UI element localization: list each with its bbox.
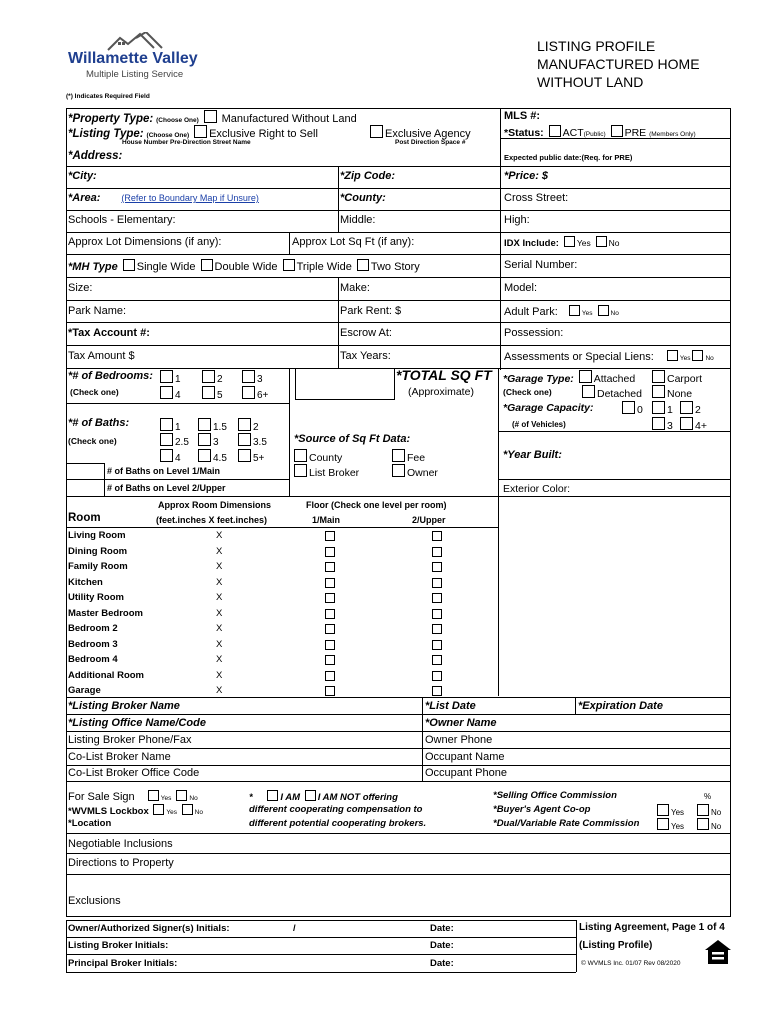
schools-elementary-label: Schools - Elementary:: [68, 214, 176, 226]
room-level1-checkbox[interactable]: [325, 686, 335, 696]
model-label: Model:: [504, 282, 538, 294]
high-school-label: High:: [504, 214, 530, 226]
choose-one-note-2: (Choose One): [146, 132, 190, 139]
dual-rate-yes-label: Yes: [671, 822, 685, 831]
bed-3-checkbox[interactable]: [242, 370, 255, 383]
location-label: *Location: [68, 818, 112, 829]
bed-1-checkbox[interactable]: [160, 370, 173, 383]
room-name: Living Room: [68, 530, 126, 541]
colist-office-code-label: Co-List Broker Office Code: [68, 767, 200, 779]
logo-subtitle: Multiple Listing Service: [86, 69, 184, 80]
choose-one-note: (Choose One): [156, 117, 199, 124]
county-label: *County:: [340, 192, 386, 204]
buyers-agent-no-label: No: [711, 808, 722, 817]
two-story-checkbox[interactable]: [357, 259, 369, 271]
equal-housing-icon: [703, 938, 733, 971]
for-sale-yes-label: Yes: [160, 795, 172, 802]
lot-sqft-label: Approx Lot Sq Ft (if any):: [292, 236, 415, 248]
possession-label: Possession:: [504, 327, 564, 339]
room-dimension-x[interactable]: X: [216, 685, 223, 696]
room-level1-checkbox[interactable]: [325, 671, 335, 681]
bed-3-label: 3: [257, 374, 263, 385]
buyers-agent-yes-checkbox[interactable]: [657, 804, 669, 816]
room-level2-checkbox[interactable]: [432, 609, 442, 619]
expected-public-date: Expected public date:(Req. for PRE): [504, 153, 633, 162]
room-dimension-x[interactable]: X: [216, 592, 223, 603]
room-row: [68, 545, 498, 560]
source-owner-label: Owner: [407, 467, 438, 479]
bath-1-5-label: 1.5: [213, 422, 227, 433]
lot-dimensions-label: Approx Lot Dimensions (if any):: [68, 236, 222, 248]
idx-yes-label: Yes: [576, 238, 591, 248]
bed-5-label: 5: [217, 390, 223, 401]
initials-slash: /: [293, 923, 296, 934]
manufactured-label: Manufactured Without Land: [221, 113, 357, 125]
room-header: Room: [68, 512, 101, 524]
room-dimensions-subheader: (feet.inches X feet.inches): [156, 515, 268, 525]
baths-level2-label: # of Baths on Level 2/Upper: [107, 483, 226, 493]
garage-capacity-label: *Garage Capacity:: [503, 402, 594, 414]
form-title-line2: MANUFACTURED HOME: [537, 56, 700, 72]
middle-school-label: Middle:: [340, 214, 376, 226]
directions-label: Directions to Property: [68, 857, 174, 869]
baths-label: *# of Baths:: [68, 417, 130, 429]
occupant-phone-label: Occupant Phone: [425, 767, 507, 779]
room-row: [68, 576, 498, 591]
room-name: Bedroom 2: [68, 623, 118, 634]
principal-initials-label: Principal Broker Initials:: [68, 958, 178, 969]
source-broker-label: List Broker: [309, 467, 360, 479]
bath-3-label: 3: [213, 437, 219, 448]
room-level1-checkbox[interactable]: [325, 655, 335, 665]
area-label: *Area:: [68, 192, 101, 204]
bath-1-checkbox[interactable]: [160, 418, 173, 431]
room-name: Kitchen: [68, 576, 103, 588]
capacity-1-checkbox[interactable]: [652, 401, 665, 414]
listing-type-label: *Listing Type:: [68, 128, 144, 140]
pre-label: PRE: [624, 127, 647, 139]
listing-profile-footer: (Listing Profile): [579, 940, 653, 951]
floor-header: Floor (Check one level per room): [306, 500, 447, 510]
dual-rate-yes-checkbox[interactable]: [657, 818, 669, 830]
room-level1-checkbox[interactable]: [325, 562, 335, 572]
room-row: [68, 638, 498, 653]
lockbox-no-label: No: [194, 809, 203, 816]
pre-members-note: (Members Only): [649, 131, 696, 138]
listing-broker-name-label: *Listing Broker Name: [68, 700, 180, 712]
i-am-label: I AM: [280, 792, 301, 803]
bath-2-5-label: 2.5: [175, 437, 189, 448]
double-wide-label: Double Wide: [214, 261, 278, 273]
assessments-no-label: No: [705, 355, 714, 362]
source-broker-checkbox[interactable]: [294, 464, 307, 477]
room-level2-checkbox[interactable]: [432, 671, 442, 681]
exclusive-right-checkbox[interactable]: [194, 125, 207, 138]
owner-name-label: *Owner Name: [425, 717, 497, 729]
address-label: *Address:: [68, 150, 123, 162]
for-sale-no-checkbox[interactable]: [176, 790, 187, 801]
broker-date-label: Date:: [430, 940, 454, 951]
capacity-1-label: 1: [667, 404, 673, 416]
room-row: [68, 560, 498, 575]
escrow-label: Escrow At:: [340, 327, 392, 339]
garage-attached-label: Attached: [593, 373, 636, 385]
cross-street-label: Cross Street:: [504, 192, 569, 204]
wvmls-logo: [66, 32, 236, 87]
room-name: Garage: [68, 685, 101, 696]
room-name: Dining Room: [68, 545, 128, 557]
room-name: Bedroom 4: [68, 654, 118, 665]
room-level2-checkbox[interactable]: [432, 578, 442, 588]
room-name: Utility Room: [68, 592, 124, 603]
bed-6plus-label: 6+: [257, 390, 269, 401]
adult-park-yes-checkbox[interactable]: [569, 305, 580, 316]
lockbox-yes-label: Yes: [166, 809, 178, 816]
idx-label: IDX Include:: [504, 238, 559, 249]
room-name: Bedroom 3: [68, 638, 118, 650]
buyers-agent-no-checkbox[interactable]: [697, 804, 709, 816]
room-row: [68, 529, 498, 544]
property-type-label: *Property Type:: [68, 113, 154, 125]
dual-rate-label: *Dual/Variable Rate Commission: [493, 818, 640, 829]
make-label: Make:: [340, 282, 370, 294]
roof-icon: [106, 32, 196, 52]
room-row: [68, 622, 498, 637]
idx-yes-checkbox[interactable]: [564, 236, 575, 247]
tax-account-label: *Tax Account #:: [68, 327, 150, 339]
for-sale-sign-label: For Sale Sign: [68, 791, 135, 803]
bed-4-label: 4: [175, 390, 181, 401]
room-dimension-x[interactable]: X: [216, 530, 223, 541]
bedrooms-check-one: (Check one): [70, 387, 119, 397]
copyright: © WVMLS Inc. 01/07 Rev 08/2020: [581, 960, 681, 967]
for-sale-yes-checkbox[interactable]: [148, 790, 159, 801]
exterior-color-label: Exterior Color:: [503, 483, 571, 495]
capacity-3-label: 3: [667, 420, 673, 432]
garage-type-label: *Garage Type:: [503, 373, 574, 385]
room-row: [68, 684, 498, 699]
tax-amount-label: Tax Amount $: [68, 350, 135, 362]
room-level1-checkbox[interactable]: [325, 547, 335, 557]
room-level2-checkbox[interactable]: [432, 562, 442, 572]
capacity-0-checkbox[interactable]: [622, 401, 635, 414]
pre-checkbox[interactable]: [611, 125, 623, 137]
mh-type-label: *MH Type: [68, 261, 118, 273]
room-dimension-x[interactable]: X: [216, 669, 223, 681]
of-vehicles-note: (# of Vehicles): [512, 420, 566, 429]
status-label: *Status:: [504, 127, 544, 139]
room-level1-checkbox[interactable]: [325, 624, 335, 634]
capacity-0-label: 0: [637, 404, 643, 416]
colist-broker-name-label: Co-List Broker Name: [68, 751, 171, 763]
room-dimension-x[interactable]: X: [216, 654, 223, 665]
total-sqft-approx: (Approximate): [408, 386, 474, 398]
exclusive-agency-label: Exclusive Agency: [385, 128, 471, 140]
compensation-text-1: different cooperating compensation to: [249, 804, 423, 815]
garage-detached-label: Detached: [597, 388, 642, 400]
bed-2-checkbox[interactable]: [202, 370, 215, 383]
room-dimension-x[interactable]: X: [216, 623, 223, 634]
capacity-4plus-label: 4+: [695, 420, 707, 432]
i-am-not-checkbox[interactable]: [305, 790, 316, 801]
bath-4-label: 4: [175, 453, 181, 464]
bath-1-label: 1: [175, 422, 181, 433]
two-story-label: Two Story: [370, 261, 420, 273]
room-level2-checkbox[interactable]: [432, 531, 442, 541]
assessments-label: Assessments or Special Liens:: [504, 351, 654, 363]
source-fee-checkbox[interactable]: [392, 449, 405, 462]
buyers-agent-label: *Buyer's Agent Co-op: [493, 804, 591, 815]
expiration-date-label: *Expiration Date: [578, 700, 663, 712]
bath-1-5-checkbox[interactable]: [198, 418, 211, 431]
garage-check-one: (Check one): [503, 387, 552, 397]
size-label: Size:: [68, 282, 93, 294]
lockbox-label: *WVMLS Lockbox: [68, 806, 149, 817]
garage-carport-label: Carport: [667, 373, 703, 385]
capacity-4plus-checkbox[interactable]: [680, 417, 693, 430]
form-title-line3: WITHOUT LAND: [537, 74, 644, 90]
bedrooms-label: *# of Bedrooms:: [68, 370, 153, 382]
total-sqft-label: *TOTAL SQ FT: [396, 367, 492, 383]
act-label: ACT: [562, 127, 584, 139]
page-number: Listing Agreement, Page 1 of 4: [579, 922, 725, 933]
exclusions-label: Exclusions: [68, 895, 121, 907]
negotiable-inclusions-label: Negotiable Inclusions: [68, 838, 173, 850]
broker-initials-label: Listing Broker Initials:: [68, 940, 169, 951]
sqft-source-label: *Source of Sq Ft Data:: [294, 433, 411, 445]
room-dimension-x[interactable]: X: [216, 545, 223, 557]
owner-phone-label: Owner Phone: [425, 734, 493, 746]
garage-carport-checkbox[interactable]: [652, 370, 665, 383]
act-public-note: (Public): [583, 131, 606, 138]
compensation-text-2: different potential cooperating brokers.: [249, 818, 427, 829]
level1-header: 1/Main: [312, 515, 341, 525]
source-county-label: County: [309, 452, 343, 464]
baths-level1-label: # of Baths on Level 1/Main: [107, 466, 221, 476]
room-level2-checkbox[interactable]: [432, 640, 442, 650]
bed-2-label: 2: [217, 374, 223, 385]
room-dimension-x[interactable]: X: [216, 607, 223, 619]
lockbox-yes-checkbox[interactable]: [153, 804, 164, 815]
garage-detached-checkbox[interactable]: [582, 385, 595, 398]
room-level2-checkbox[interactable]: [432, 547, 442, 557]
bath-4-checkbox[interactable]: [160, 449, 173, 462]
capacity-2-checkbox[interactable]: [680, 401, 693, 414]
principal-date-label: Date:: [430, 958, 454, 969]
park-name-label: Park Name:: [68, 305, 127, 317]
mls-label: MLS #:: [504, 110, 541, 122]
room-level1-checkbox[interactable]: [325, 531, 335, 541]
list-date-label: *List Date: [425, 700, 476, 712]
owner-date-label: Date:: [430, 923, 454, 934]
source-fee-label: Fee: [407, 452, 426, 464]
bath-4-5-checkbox[interactable]: [198, 449, 211, 462]
room-row: [68, 607, 498, 622]
source-owner-checkbox[interactable]: [392, 464, 405, 477]
room-level2-checkbox[interactable]: [432, 624, 442, 634]
form-title-line1: LISTING PROFILE: [537, 38, 656, 54]
room-row: [68, 669, 498, 684]
room-level2-checkbox[interactable]: [432, 593, 442, 603]
adult-park-no-checkbox[interactable]: [598, 305, 609, 316]
adult-park-yes-label: Yes: [581, 310, 593, 317]
room-dimension-x[interactable]: X: [216, 561, 223, 572]
single-wide-label: Single Wide: [136, 261, 196, 273]
triple-wide-checkbox[interactable]: [283, 259, 295, 271]
city-label: *City:: [68, 170, 97, 182]
percent-sign: %: [704, 792, 712, 801]
room-level1-checkbox[interactable]: [325, 640, 335, 650]
idx-no-label: No: [608, 238, 620, 248]
adult-park-no-label: No: [610, 310, 619, 317]
room-row: [68, 591, 498, 606]
bath-2-checkbox[interactable]: [238, 418, 251, 431]
room-row: [68, 653, 498, 668]
assessments-yes-checkbox[interactable]: [667, 350, 678, 361]
year-built-label: *Year Built:: [503, 449, 562, 461]
bed-6plus-checkbox[interactable]: [242, 386, 255, 399]
bath-2-label: 2: [253, 422, 259, 433]
room-name: Family Room: [68, 561, 128, 572]
compensation-star: *: [249, 792, 253, 803]
bath-3-5-label: 3.5: [253, 437, 267, 448]
selling-commission-label: *Selling Office Commission: [493, 790, 617, 801]
price-label: *Price: $: [504, 170, 549, 182]
i-am-checkbox[interactable]: [267, 790, 278, 801]
room-name: Master Bedroom: [68, 607, 143, 619]
listing-office-label: *Listing Office Name/Code: [68, 717, 206, 729]
garage-attached-checkbox[interactable]: [579, 370, 592, 383]
exclusive-agency-checkbox[interactable]: [370, 125, 383, 138]
baths-check-one: (Check one): [68, 436, 117, 446]
for-sale-no-label: No: [189, 795, 198, 802]
manufactured-checkbox[interactable]: [204, 110, 217, 123]
room-dimensions-header: Approx Room Dimensions: [158, 500, 272, 510]
exclusive-right-label: Exclusive Right to Sell: [209, 128, 318, 140]
assessments-no-checkbox[interactable]: [692, 350, 703, 361]
logo-title: Willamette Valley: [68, 50, 198, 67]
triple-wide-label: Triple Wide: [296, 261, 352, 273]
tax-years-label: Tax Years:: [340, 350, 391, 362]
garage-none-label: None: [667, 388, 693, 400]
bath-4-5-label: 4.5: [213, 453, 227, 464]
room-level1-checkbox[interactable]: [325, 593, 335, 603]
room-name: Additional Room: [68, 669, 144, 681]
capacity-3-checkbox[interactable]: [652, 417, 665, 430]
address-hint-2: Post Direction Space #: [395, 139, 466, 146]
assessments-yes-label: Yes: [679, 355, 691, 362]
bath-2-5-checkbox[interactable]: [160, 433, 173, 446]
bath-3-5-checkbox[interactable]: [238, 433, 251, 446]
room-level2-checkbox[interactable]: [432, 655, 442, 665]
capacity-2-label: 2: [695, 404, 701, 416]
act-checkbox[interactable]: [549, 125, 561, 137]
dual-rate-no-checkbox[interactable]: [697, 818, 709, 830]
bath-5plus-checkbox[interactable]: [238, 449, 251, 462]
boundary-map-link[interactable]: (Refer to Boundary Map if Unsure): [121, 193, 259, 203]
source-county-checkbox[interactable]: [294, 449, 307, 462]
address-hint: House Number Pre-Direction Street Name: [122, 139, 251, 146]
bed-1-label: 1: [175, 374, 181, 385]
level2-header: 2/Upper: [412, 515, 446, 525]
serial-number-label: Serial Number:: [504, 259, 578, 271]
zip-label: *Zip Code:: [340, 170, 395, 182]
dual-rate-no-label: No: [711, 822, 722, 831]
room-dimension-x[interactable]: X: [216, 576, 223, 588]
garage-none-checkbox[interactable]: [652, 385, 665, 398]
lockbox-no-checkbox[interactable]: [182, 804, 193, 815]
bath-5plus-label: 5+: [253, 453, 265, 464]
i-am-not-label: I AM NOT offering: [317, 792, 398, 803]
bed-5-checkbox[interactable]: [202, 386, 215, 399]
form-title: [537, 37, 700, 91]
room-level1-checkbox[interactable]: [325, 578, 335, 588]
bath-3-checkbox[interactable]: [198, 433, 211, 446]
owner-initials-label: Owner/Authorized Signer(s) Initials:: [68, 923, 230, 934]
bed-4-checkbox[interactable]: [160, 386, 173, 399]
idx-no-checkbox[interactable]: [596, 236, 607, 247]
adult-park-label: Adult Park:: [504, 306, 558, 318]
single-wide-checkbox[interactable]: [123, 259, 135, 271]
park-rent-label: Park Rent: $: [340, 305, 402, 317]
double-wide-checkbox[interactable]: [201, 259, 213, 271]
required-note: (*) Indicates Required Field: [66, 93, 150, 100]
broker-phone-label: Listing Broker Phone/Fax: [68, 734, 192, 746]
occupant-name-label: Occupant Name: [425, 751, 505, 763]
room-dimension-x[interactable]: X: [216, 638, 223, 650]
room-level2-checkbox[interactable]: [432, 686, 442, 696]
buyers-agent-yes-label: Yes: [671, 808, 685, 817]
room-level1-checkbox[interactable]: [325, 609, 335, 619]
